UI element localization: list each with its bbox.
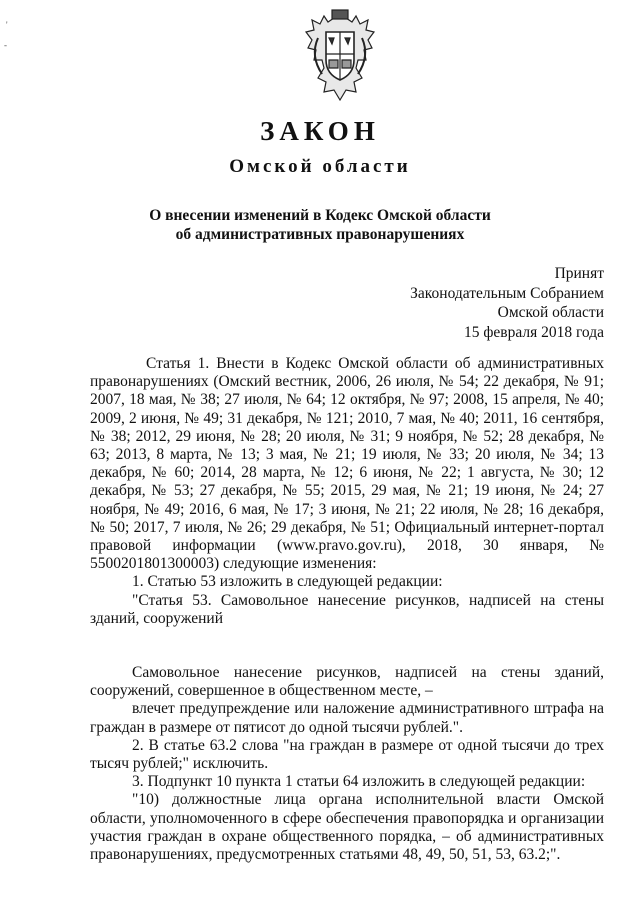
item-1-penalty: влечет предупреждение или наложение административного штрафа на граждан в размере от пятисот до одной тысячи рублей.". (90, 700, 604, 736)
item-3-quote: "10) должностные лица органа исполнительной власти Омской области, уполномоченного в сфере обеспечения правопорядка и организации участия граждан в охране общественного порядка, – об административных правонарушениях, предусмотренных статьями 48, 49, 50, 51, 53, 63.2;". (90, 791, 604, 864)
region-subtitle: Омской области (229, 156, 411, 177)
heading-line: О внесении изменений в Кодекс Омской области (149, 207, 491, 224)
article-1-text: Статья 1. Внести в Кодекс Омской области об административных правонарушениях (Омский вестник, 2006, 26 июля, № 54; 22 декабря, № 91; 2007, 18 мая, № 38; 27 июля, № 64; 12 октября, № 97; 2008, 15 апреля, № 40; 2009, 2 июня, № 49; 31 декабря, № 121; 2010, 7 мая, № 40; 2011, 16 сентября, № 38; 2012, 29 июня, № 28; 20 июля, № 31; 9 ноября, № 52; 28 декабря, № 63; 2013, 8 марта, № 13; 3 мая, № 21; 19 июля, № 33; 20 июля, № 34; 13 декабря, № 60; 2014, 28 марта, № 12; 6 июня, № 22; 1 августа, № 30; 12 декабря, № 53; 27 декабря, № 55; 2015, 29 мая, № 21; 19 июня, № 24; 27 ноября, № 49; 2016, 6 мая, № 17; 3 июня, № 21; 22 июля, № 28; 16 декабря, № 50; 2017, 7 июля, № 26; 29 декабря, № 51; Официальный интернет-портал правовой информации (www.pravo.gov.ru), 2018, 30 января, № 5500201801300003) следующие изменения: (90, 355, 604, 573)
item-1-text: Самовольное нанесение рисунков, надписей на стены зданий, сооружений, совершенное в общественном месте, – (90, 664, 604, 700)
accepted-label: Принят (554, 265, 604, 282)
acceptance-block (410, 264, 604, 342)
scan-mark: ' (6, 20, 8, 30)
item-2: 2. В статье 63.2 слова "на граждан в размере от одной тысячи до трех тысяч рублей;" исключить. (90, 736, 604, 773)
heading-line: об административных правонарушениях (175, 226, 465, 243)
item-1-quote-heading: "Статья 53. Самовольное нанесение рисунков, надписей на стены зданий, сооружений (90, 591, 604, 627)
item-3: 3. Подпункт 10 пункта 1 статьи 64 изложить в следующей редакции: (132, 773, 586, 791)
law-body (90, 355, 604, 864)
coat-of-arms-emblem (298, 8, 382, 104)
law-title: ЗАКОН (260, 116, 380, 146)
accepted-date: 15 февраля 2018 года (463, 323, 604, 341)
accepted-by: Законодательным Собранием (410, 284, 604, 302)
item-1: 1. Статью 53 изложить в следующей редакции: (132, 573, 443, 591)
accepted-region: Омской области (497, 304, 604, 322)
scan-mark: - (4, 40, 7, 50)
spacer (90, 628, 604, 664)
law-heading (0, 206, 640, 244)
